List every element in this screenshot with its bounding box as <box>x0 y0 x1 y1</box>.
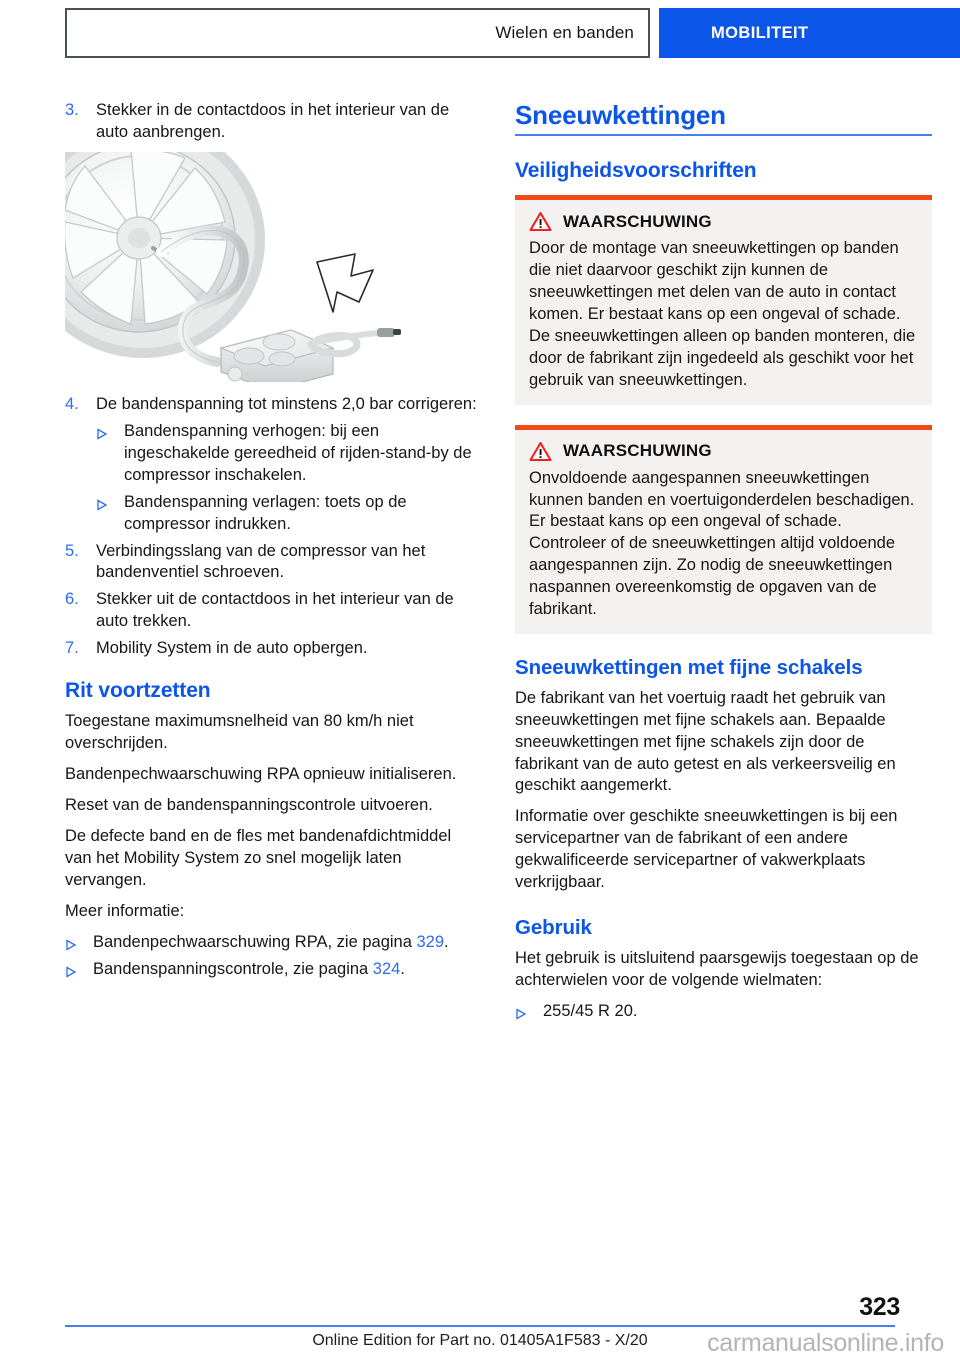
cross-ref-text: Bandenpechwaarschuwing RPA, zie pagina <box>93 932 417 951</box>
title-rule <box>515 134 932 136</box>
cross-ref-suffix: . <box>444 932 449 951</box>
section-heading-fijne-schakels: Sneeuwkettingen met fijne schakels <box>515 656 863 680</box>
triangle-bullet-icon <box>65 966 93 988</box>
warning-label: WAARSCHUWING <box>563 441 712 461</box>
section-heading-veiligheidsvoorschriften: Veiligheidsvoorschriften <box>515 159 757 182</box>
triangle-bullet-icon <box>515 1008 543 1030</box>
bullet-text: Bandenspanning verlagen: toets op de compressor indrukken. <box>124 492 407 533</box>
warning-header <box>529 441 918 462</box>
list-item <box>65 100 482 144</box>
warning-label: WAARSCHUWING <box>563 211 712 231</box>
step-number: 4. <box>65 394 79 413</box>
bullet-text: Bandenspanning verhogen: bij een ingeschakelde gereedheid of rijden-stand-by de compressor inschakelen. <box>124 421 472 484</box>
page-header <box>65 8 960 60</box>
section-tab-label: MOBILITEIT <box>711 23 809 42</box>
chapter-tab-label: Wielen en banden <box>495 23 634 42</box>
triangle-bullet-icon <box>96 499 124 543</box>
paragraph: Meer informatie: <box>65 901 185 920</box>
step-text: De bandenspanning tot minstens 2,0 bar corrigeren: <box>96 394 477 413</box>
warning-triangle-icon <box>529 441 563 462</box>
page-reference-link[interactable]: 324 <box>372 959 401 978</box>
cross-ref-suffix: . <box>400 959 405 978</box>
bullet-text <box>93 959 482 981</box>
step-number: 3. <box>65 101 79 119</box>
step-number: 5. <box>65 541 79 560</box>
wheel-compressor-illustration <box>65 152 445 382</box>
watermark: carmanualsonline.info <box>707 1329 944 1357</box>
paragraph: Informatie over geschikte sneeuwkettingen is bij een servicepartner van de fabrikant of een andere gekwalificeerde servicepartner of vakwerkplaats verkrijgbaar. <box>515 807 898 892</box>
list-item <box>65 959 482 981</box>
list-item <box>65 589 482 633</box>
warning-triangle-icon <box>529 211 563 232</box>
page-reference-link[interactable]: 329 <box>416 932 445 951</box>
list-item <box>515 1001 932 1023</box>
footer-note: Online Edition for Part no. 01405A1F583 - X/20 <box>312 1332 648 1349</box>
step-text: Stekker in de contactdoos in het interieur van de auto aanbrengen. <box>96 101 450 141</box>
list-item <box>65 638 482 660</box>
warning-box <box>515 195 932 405</box>
bullet-text: 255/45 R 20. <box>543 1001 638 1020</box>
paragraph: De defecte band en de fles met bandenafdichtmiddel van het Mobility System zo snel mogelijk laten vervangen. <box>65 826 452 889</box>
warning-header <box>529 211 918 232</box>
paragraph: Toegestane maximumsnelheid van 80 km/h niet overschrijden. <box>65 712 414 753</box>
page-footer <box>0 1293 960 1362</box>
step-number: 6. <box>65 590 79 609</box>
section-heading-gebruik: Gebruik <box>515 916 592 940</box>
left-column <box>65 100 482 986</box>
step-number: 7. <box>65 639 79 658</box>
wheel-compressor-figure <box>65 152 445 382</box>
list-item <box>65 932 482 954</box>
section-tab[interactable] <box>659 8 960 58</box>
section-heading-rit-voortzetten: Rit voortzetten <box>65 679 211 703</box>
paragraph: Het gebruik is uitsluitend paarsgewijs toegestaan op de achterwielen voor de volgende wielmaten: <box>515 948 919 989</box>
bullet-text <box>93 932 482 954</box>
step-text: Mobility System in de auto opbergen. <box>96 639 368 658</box>
warning-text: Onvoldoende aangespannen sneeuwkettingen kunnen banden en voertuigonderdelen beschadigen. Er bestaat kans op een ongeval of schade. Controleer of de sneeuwkettingen altijd voldoende aangespannen zijn. Zo nodig de sneeuwkettingen naspannen overeenkomstig de opgaven van de fabrikant. <box>529 468 915 619</box>
paragraph: De fabrikant van het voertuig raadt het gebruik van sneeuwkettingen met fijne schakels aan. Bepaalde sneeuwkettingen met fijne schakels zijn door de fabrikant van de auto getest en als verkeersveilig en geschikt aangemerkt. <box>515 688 896 795</box>
cross-ref-text: Bandenspanningscontrole, zie pagina <box>93 959 373 978</box>
list-item <box>65 394 482 416</box>
right-column <box>515 100 932 1028</box>
list-item <box>65 492 482 536</box>
step-text: Verbindingsslang van de compressor van het bandenventiel schroeven. <box>96 541 426 582</box>
page-number: 323 <box>859 1293 900 1321</box>
paragraph: Bandenpechwaarschuwing RPA opnieuw initialiseren. <box>65 765 457 784</box>
warning-box <box>515 425 932 635</box>
triangle-bullet-icon <box>65 939 93 961</box>
warning-text: Door de montage van sneeuwkettingen op banden die niet daarvoor geschikt zijn kunnen de sneeuwkettingen met delen van de auto in contact komen. Er bestaat kans op een ongeval of schade. De sneeuwkettingen alleen op banden monteren, die door de fabrikant zijn ingedeeld als geschikt voor het gebruik van sneeuwkettingen. <box>529 239 916 389</box>
list-item <box>65 541 482 585</box>
list-item <box>65 421 482 487</box>
footer-rule <box>65 1325 895 1327</box>
page-title: Sneeuwkettingen <box>515 100 726 130</box>
step-text: Stekker uit de contactdoos in het interieur van de auto trekken. <box>96 590 454 631</box>
triangle-bullet-icon <box>96 428 124 494</box>
paragraph: Reset van de bandenspanningscontrole uitvoeren. <box>65 796 433 814</box>
chapter-tab[interactable] <box>65 8 650 58</box>
